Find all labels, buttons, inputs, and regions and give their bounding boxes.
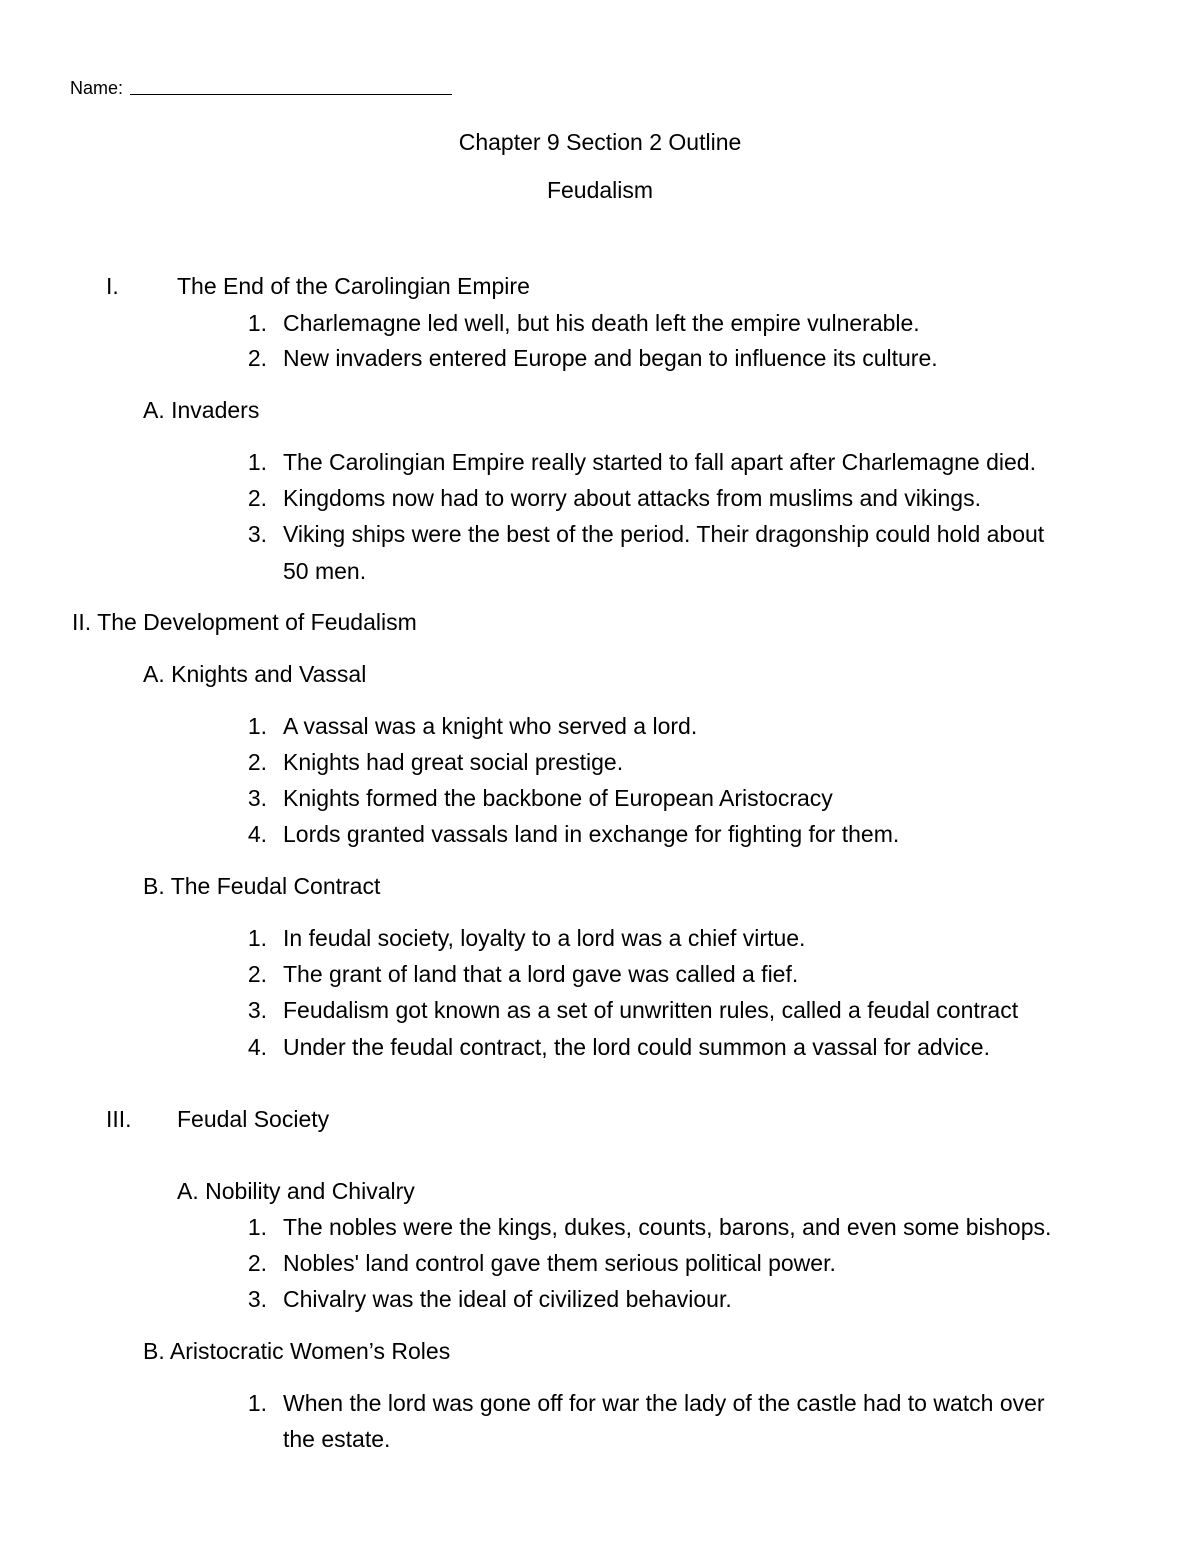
- item-number: 1.: [247, 310, 267, 336]
- list-item-continuation: the estate.: [283, 1426, 391, 1452]
- list-item: A vassal was a knight who served a lord.: [283, 713, 698, 739]
- list-item: Knights formed the backbone of European Aristocracy: [283, 785, 833, 811]
- name-blank-line[interactable]: [130, 94, 452, 95]
- item-number: 2.: [247, 749, 267, 775]
- list-item: The nobles were the kings, dukes, counts, barons, and even some bishops.: [283, 1214, 1052, 1240]
- item-number: 3.: [247, 997, 267, 1023]
- list-item: Knights had great social prestige.: [283, 749, 624, 775]
- item-number: 2.: [247, 485, 267, 511]
- item-number: 1.: [247, 925, 267, 951]
- list-item: When the lord was gone off for war the lady of the castle had to watch over: [283, 1390, 1045, 1416]
- subsection-heading: A. Knights and Vassal: [143, 661, 367, 687]
- page-title: Chapter 9 Section 2 Outline: [458, 129, 742, 155]
- subsection-heading: A. Nobility and Chivalry: [177, 1178, 415, 1204]
- list-item: The Carolingian Empire really started to fall apart after Charlemagne died.: [283, 449, 1036, 475]
- list-item: The grant of land that a lord gave was called a fief.: [283, 961, 799, 987]
- item-number: 4.: [247, 1034, 267, 1060]
- list-item: In feudal society, loyalty to a lord was a chief virtue.: [283, 925, 806, 951]
- item-number: 2.: [247, 1250, 267, 1276]
- list-item-continuation: 50 men.: [283, 558, 367, 584]
- item-number: 2.: [247, 345, 267, 371]
- subsection-heading: A. Invaders: [143, 397, 260, 423]
- section-numeral: I.: [106, 273, 119, 299]
- item-number: 3.: [247, 785, 267, 811]
- item-number: 3.: [247, 521, 267, 547]
- item-number: 1.: [247, 713, 267, 739]
- name-label: Name:: [70, 78, 124, 98]
- section-heading: Feudal Society: [177, 1106, 330, 1132]
- list-item: Charlemagne led well, but his death left the empire vulnerable.: [283, 310, 920, 336]
- page-subtitle: Feudalism: [546, 177, 654, 203]
- list-item: Nobles' land control gave them serious political power.: [283, 1250, 836, 1276]
- section-heading: The End of the Carolingian Empire: [177, 273, 530, 299]
- item-number: 1.: [247, 1214, 267, 1240]
- item-number: 1.: [247, 1390, 267, 1416]
- list-item: Under the feudal contract, the lord could summon a vassal for advice.: [283, 1034, 990, 1060]
- section-numeral: III.: [106, 1106, 132, 1132]
- subsection-heading: B. The Feudal Contract: [143, 873, 381, 899]
- item-number: 3.: [247, 1286, 267, 1312]
- list-item: Kingdoms now had to worry about attacks from muslims and vikings.: [283, 485, 981, 511]
- list-item: New invaders entered Europe and began to influence its culture.: [283, 345, 938, 371]
- list-item: Chivalry was the ideal of civilized behaviour.: [283, 1286, 732, 1312]
- list-item: Lords granted vassals land in exchange for fighting for them.: [283, 821, 900, 847]
- list-item: Feudalism got known as a set of unwritten rules, called a feudal contract: [283, 997, 1019, 1023]
- list-item: Viking ships were the best of the period. Their dragonship could hold about: [283, 521, 1045, 547]
- item-number: 2.: [247, 961, 267, 987]
- item-number: 4.: [247, 821, 267, 847]
- item-number: 1.: [247, 449, 267, 475]
- subsection-heading: B. Aristocratic Women’s Roles: [143, 1338, 451, 1364]
- section-heading: II. The Development of Feudalism: [72, 609, 417, 635]
